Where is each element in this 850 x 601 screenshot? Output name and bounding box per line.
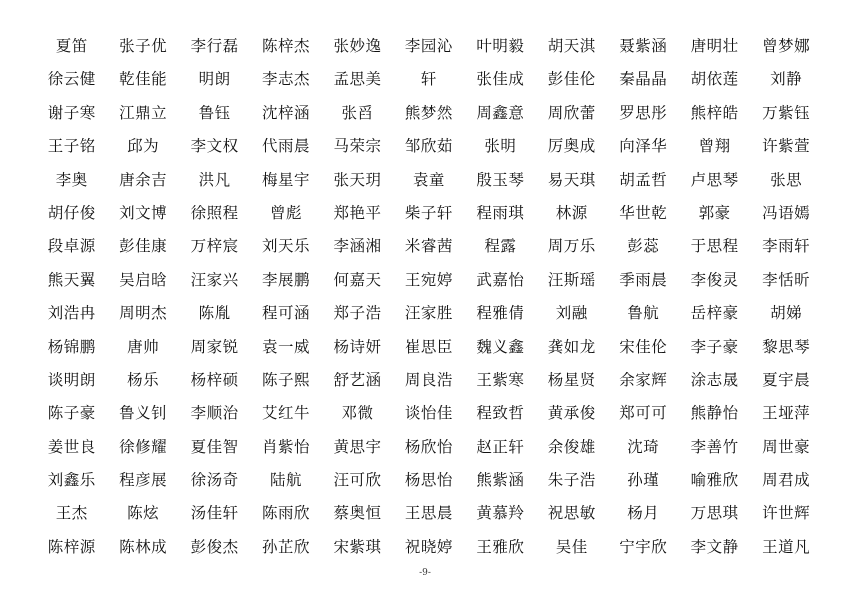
name-cell: 夏佳智 [190,437,239,456]
name-cell: 万梓宸 [190,237,239,256]
name-cell: 夏宇晨 [762,370,811,389]
name-cell: 黎思琴 [762,337,811,356]
name-cell: 程雨琪 [476,203,525,222]
name-cell: 谈明朗 [47,370,96,389]
name-cell: 黄慕羚 [476,504,525,523]
name-cell: 余俊雄 [547,437,596,456]
name-cell: 曾梦娜 [762,37,811,55]
name-cell: 厉奥成 [547,137,596,156]
name-cell: 万思琪 [690,504,739,523]
name-cell: 沈琦 [627,437,660,456]
name-cell: 王思晨 [404,504,453,523]
name-cell: 代雨晨 [262,137,311,156]
page-number: -9- [419,568,431,578]
name-cell: 程彦展 [119,471,168,490]
name-cell: 胡天淇 [547,37,596,55]
name-cell: 乾佳能 [119,70,168,89]
name-cell: 明朗 [198,70,231,89]
name-cell: 李行磊 [190,37,239,55]
name-cell: 李恬昕 [762,270,811,289]
name-cell: 陈子豪 [47,404,96,423]
name-cell: 王宛婷 [404,270,453,289]
name-cell: 刘鑫乐 [47,471,96,490]
name-cell: 段卓源 [47,237,96,256]
name-cell: 郑子浩 [333,304,382,323]
name-cell: 秦晶晶 [619,70,668,89]
name-cell: 唐帅 [127,337,160,356]
name-cell: 涂志晟 [690,370,739,389]
name-cell: 汪家胜 [404,304,453,323]
name-cell: 聂紫涵 [619,37,668,55]
name-cell: 于思程 [690,237,739,256]
name-cell: 杨思怡 [404,471,453,490]
name-cell: 周欣蕾 [547,103,596,122]
name-cell: 艾红牛 [262,404,311,423]
name-cell: 杨诗妍 [333,337,382,356]
name-cell: 杨锦鹏 [47,337,96,356]
name-cell: 熊梓皓 [690,103,739,122]
name-cell: 黄思宇 [333,437,382,456]
name-cell: 刘静 [770,70,803,89]
name-cell: 柴子轩 [404,203,453,222]
name-cell: 汪家兴 [190,270,239,289]
name-cell: 孟思美 [333,70,382,89]
name-cell: 程致哲 [476,404,525,423]
name-cell: 周君成 [762,471,811,490]
name-cell: 舒艺涵 [333,370,382,389]
name-cell: 袁童 [412,170,445,189]
name-cell: 胡仔俊 [47,203,96,222]
name-cell: 鲁钰 [198,103,231,122]
name-cell: 王雅欣 [476,537,525,556]
name-cell: 黄承俊 [547,404,596,423]
name-cell: 李顺治 [190,404,239,423]
name-cell: 轩 [420,70,437,89]
name-cell: 邹欣茹 [404,137,453,156]
name-cell: 祝晓婷 [404,537,453,556]
name-cell: 程露 [484,237,517,256]
name-cell: 李雨轩 [762,237,811,256]
name-cell: 杨梓硕 [190,370,239,389]
name-cell: 彭蕊 [627,237,660,256]
name-cell: 吴启晗 [119,270,168,289]
name-cell: 赵正轩 [476,437,525,456]
name-cell: 鲁航 [627,304,660,323]
name-cell: 罗思彤 [619,103,668,122]
name-cell: 殷玉琴 [476,170,525,189]
name-cell: 朱子浩 [547,471,596,490]
name-cell: 熊梦然 [404,103,453,122]
name-cell: 蔡奥恒 [333,504,382,523]
name-cell: 熊静怡 [690,404,739,423]
name-cell: 陆航 [270,471,303,490]
name-cell: 周万乐 [547,237,596,256]
name-cell: 张妙逸 [333,37,382,55]
name-cell: 谈怡佳 [404,404,453,423]
name-cell: 徐照程 [190,203,239,222]
name-cell: 陈林成 [119,537,168,556]
name-cell: 胡依莲 [690,70,739,89]
name-cell: 徐云健 [47,70,96,89]
name-cell: 孙瑾 [627,471,660,490]
name-cell: 徐汤奇 [190,471,239,490]
name-cell: 刘浩冉 [47,304,96,323]
name-cell: 唐明壮 [690,37,739,55]
name-cell: 洪凡 [198,170,231,189]
name-cell: 曾翔 [698,137,731,156]
name-cell: 刘文博 [119,203,168,222]
name-cell: 陈梓杰 [262,37,311,55]
name-cell: 姜世良 [47,437,96,456]
name-cell: 李涵湘 [333,237,382,256]
name-cell: 冯语嫣 [762,203,811,222]
name-cell: 周家锐 [190,337,239,356]
name-cell: 刘天乐 [262,237,311,256]
name-cell: 夏笛 [55,37,88,55]
name-cell: 何嘉天 [333,270,382,289]
name-cell: 程可涵 [262,304,311,323]
name-cell: 王道凡 [762,537,811,556]
name-cell: 李园沁 [404,37,453,55]
name-cell: 袁一威 [262,337,311,356]
name-cell: 祝思敏 [547,504,596,523]
name-cell: 唐余吉 [119,170,168,189]
name-cell: 陈胤 [198,304,231,323]
name-cell: 龚如龙 [547,337,596,356]
name-cell: 李文静 [690,537,739,556]
name-cell: 郑艳平 [333,203,382,222]
name-cell: 谢子寒 [47,103,96,122]
name-cell: 周良浩 [404,370,453,389]
name-cell: 孙芷欣 [262,537,311,556]
name-cell: 李文权 [190,137,239,156]
name-cell: 张思 [770,170,803,189]
name-cell: 周鑫意 [476,103,525,122]
name-cell: 胡娣 [770,304,803,323]
name-cell: 江鼎立 [119,103,168,122]
name-cell: 周明杰 [119,304,168,323]
name-cell: 胡孟哲 [619,170,668,189]
name-cell: 喻雅欣 [690,471,739,490]
name-cell: 张佳成 [476,70,525,89]
name-cell: 王子铭 [47,137,96,156]
name-cell: 梅星宇 [262,170,311,189]
name-cell: 万紫钰 [762,103,811,122]
name-cell: 向泽华 [619,137,668,156]
name-cell: 汤佳轩 [190,504,239,523]
name-cell: 杨月 [627,504,660,523]
name-cell: 彭佳伦 [547,70,596,89]
name-cell: 熊天翼 [47,270,96,289]
name-cell: 杨乐 [127,370,160,389]
name-cell: 肖紫怡 [262,437,311,456]
name-cell: 郑可可 [619,404,668,423]
name-cell: 吴佳 [555,537,588,556]
name-cell: 张天玥 [333,170,382,189]
name-cell: 邱为 [127,137,160,156]
name-cell: 彭俊杰 [190,537,239,556]
name-cell: 李善竹 [690,437,739,456]
name-cell: 季雨晨 [619,270,668,289]
name-cell: 张明 [484,137,517,156]
name-cell: 曾彪 [270,203,303,222]
name-cell: 林源 [555,203,588,222]
name-cell: 熊紫涵 [476,471,525,490]
name-cell: 王杰 [55,504,88,523]
name-cell: 徐修耀 [119,437,168,456]
name-cell: 陈子熙 [262,370,311,389]
name-cell: 汪可欣 [333,471,382,490]
name-cell: 魏义鑫 [476,337,525,356]
name-cell: 彭佳康 [119,237,168,256]
name-cell: 卢思琴 [690,170,739,189]
name-cell: 华世乾 [619,203,668,222]
name-cell: 郭豪 [698,203,731,222]
name-cell: 王紫寒 [476,370,525,389]
name-cell: 李子豪 [690,337,739,356]
name-cell: 陈梓源 [47,537,96,556]
name-cell: 邓微 [341,404,374,423]
name-cell: 杨欣怡 [404,437,453,456]
name-cell: 崔思臣 [404,337,453,356]
name-cell: 杨星贤 [547,370,596,389]
name-cell: 李奥 [55,170,88,189]
name-cell: 张舀 [341,103,374,122]
name-cell: 李俊灵 [690,270,739,289]
name-cell: 易天琪 [547,170,596,189]
name-cell: 余家辉 [619,370,668,389]
name-cell: 汪斯瑶 [547,270,596,289]
name-cell: 宁宇欣 [619,537,668,556]
name-cell: 李志杰 [262,70,311,89]
name-cell: 刘融 [555,304,588,323]
name-cell: 武嘉怡 [476,270,525,289]
name-cell: 马荣宗 [333,137,382,156]
name-cell: 沈梓涵 [262,103,311,122]
name-cell: 岳梓豪 [690,304,739,323]
name-cell: 许世辉 [762,504,811,523]
name-cell: 米睿茜 [404,237,453,256]
name-cell: 周世豪 [762,437,811,456]
name-cell: 陈炫 [127,504,160,523]
name-cell: 程雅倩 [476,304,525,323]
name-cell: 许紫萱 [762,137,811,156]
name-cell: 陈雨欣 [262,504,311,523]
name-cell: 宋紫琪 [333,537,382,556]
name-cell: 叶明毅 [476,37,525,55]
name-grid [36,30,822,564]
name-cell: 李展鹏 [262,270,311,289]
name-cell: 王垭萍 [762,404,811,423]
name-cell: 张子优 [119,37,168,55]
name-cell: 宋佳伦 [619,337,668,356]
name-cell: 鲁义钊 [119,404,168,423]
